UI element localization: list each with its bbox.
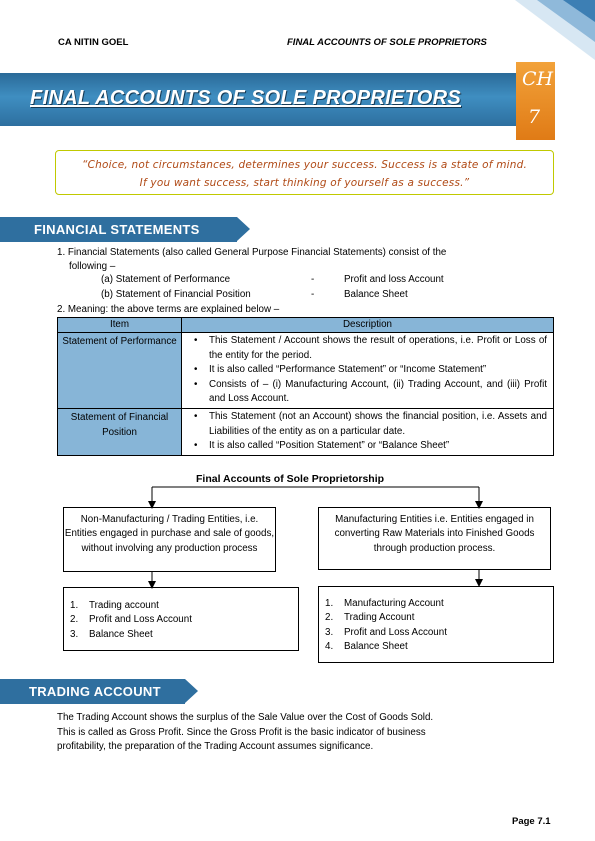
page-number: Page 7.1 xyxy=(512,816,551,827)
quote-line-1: “Choice, not circumstances, determines your success. Success is a state of mind. xyxy=(81,159,527,171)
table-description-cell xyxy=(182,408,554,455)
statement-dash-b: - xyxy=(311,289,315,300)
statement-value-a: Profit and loss Account xyxy=(344,274,444,285)
table-item-cell: Statement of Performance xyxy=(58,333,182,409)
quote-line-2: If you want success, start thinking of yourself as a success.” xyxy=(139,177,470,189)
statement-value-b: Balance Sheet xyxy=(344,289,408,300)
section-heading-trading-account: TRADING ACCOUNT xyxy=(0,679,185,704)
list-item-text: Trading account xyxy=(89,600,159,611)
list-item-text: Balance Sheet xyxy=(344,641,408,653)
table-row xyxy=(58,408,554,455)
header-chapter-name: FINAL ACCOUNTS OF SOLE PROPRIETORS xyxy=(287,37,487,48)
bullet-item: • It is also called “Position Statement” or “Balance Sheet” xyxy=(186,439,547,454)
list-item-text: Trading Account xyxy=(344,612,415,624)
motivational-quote xyxy=(55,150,554,195)
chapter-label: CH xyxy=(522,68,554,90)
list-item: 2. Trading Account xyxy=(325,612,415,624)
list-item-text: Manufacturing Account xyxy=(344,598,444,609)
chapter-title: FINAL ACCOUNTS OF SOLE PROPRIETORS xyxy=(30,87,461,109)
table-header-item: Item xyxy=(58,318,182,333)
table-item-cell: Statement of Financial Position xyxy=(58,408,182,455)
statement-label-b: (b) Statement of Financial Position xyxy=(101,289,251,300)
statements-table xyxy=(57,317,554,456)
trading-account-paragraph xyxy=(57,711,554,755)
list-item: 1. Trading account xyxy=(70,600,159,611)
list-item-text: Profit and Loss Account xyxy=(344,626,447,638)
table-header-row xyxy=(58,318,554,333)
non-manufacturing-accounts-list xyxy=(63,587,299,651)
header-author: CA NITIN GOEL xyxy=(58,37,129,48)
bullet-item: • Consists of – (i) Manufacturing Account, (ii) Trading Account, and (iii) Profit and Loss Account. xyxy=(186,378,547,407)
flowchart-title: Final Accounts of Sole Proprietorship xyxy=(196,473,385,485)
list-item: 4. Balance Sheet xyxy=(325,641,408,653)
bullet-item: • It is also called “Performance Statement” or “Income Statement” xyxy=(186,363,547,378)
bullet-list xyxy=(186,334,547,407)
point-1-continuation: following – xyxy=(69,261,116,272)
bullet-item: • This Statement (not an Account) shows the financial position, i.e. Assets and Liabilities of the entity as on a particular date. xyxy=(186,410,547,439)
section-heading-financial-statements: FINANCIAL STATEMENTS xyxy=(0,217,237,242)
list-item: 1. Manufacturing Account xyxy=(325,598,444,609)
list-item-text: Balance Sheet xyxy=(89,628,153,640)
point-1-text: 1. Financial Statements (also called General Purpose Financial Statements) consist of the xyxy=(57,247,447,258)
list-item: 3. Profit and Loss Account xyxy=(325,626,447,638)
table-header-description: Description xyxy=(182,318,554,333)
table-row xyxy=(58,333,554,409)
paragraph-line: profitability, the preparation of the Trading Account assumes significance. xyxy=(57,741,374,753)
list-item: 3. Balance Sheet xyxy=(70,628,153,640)
corner-decoration xyxy=(515,0,595,60)
paragraph-line: The Trading Account shows the surplus of the Sale Value over the Cost of Goods Sold. xyxy=(57,712,434,723)
table-description-cell xyxy=(182,333,554,409)
manufacturing-entities-box: Manufacturing Entities i.e. Entities engaged in converting Raw Materials into Finished Goods through production process. xyxy=(318,507,551,570)
list-item: 2. Profit and Loss Account xyxy=(70,614,192,626)
list-item-text: Profit and Loss Account xyxy=(89,614,192,626)
non-manufacturing-entities-box: Non-Manufacturing / Trading Entities, i.e. Entities engaged in purchase and sale of goods, without involving any production process xyxy=(63,507,276,572)
chapter-number-box xyxy=(516,62,555,140)
statement-dash-a: - xyxy=(311,274,315,285)
point-2-text: 2. Meaning: the above terms are explained below – xyxy=(57,304,280,315)
paragraph-line: This is called as Gross Profit. Since the Gross Profit is the basic indicator of business xyxy=(57,726,426,738)
chapter-number: 7 xyxy=(528,106,541,128)
bullet-item: • This Statement / Account shows the result of operations, i.e. Profit or Loss of the entity for the period. xyxy=(186,334,547,363)
manufacturing-accounts-list xyxy=(318,586,554,663)
bullet-list xyxy=(186,410,547,454)
statement-label-a: (a) Statement of Performance xyxy=(101,274,231,285)
